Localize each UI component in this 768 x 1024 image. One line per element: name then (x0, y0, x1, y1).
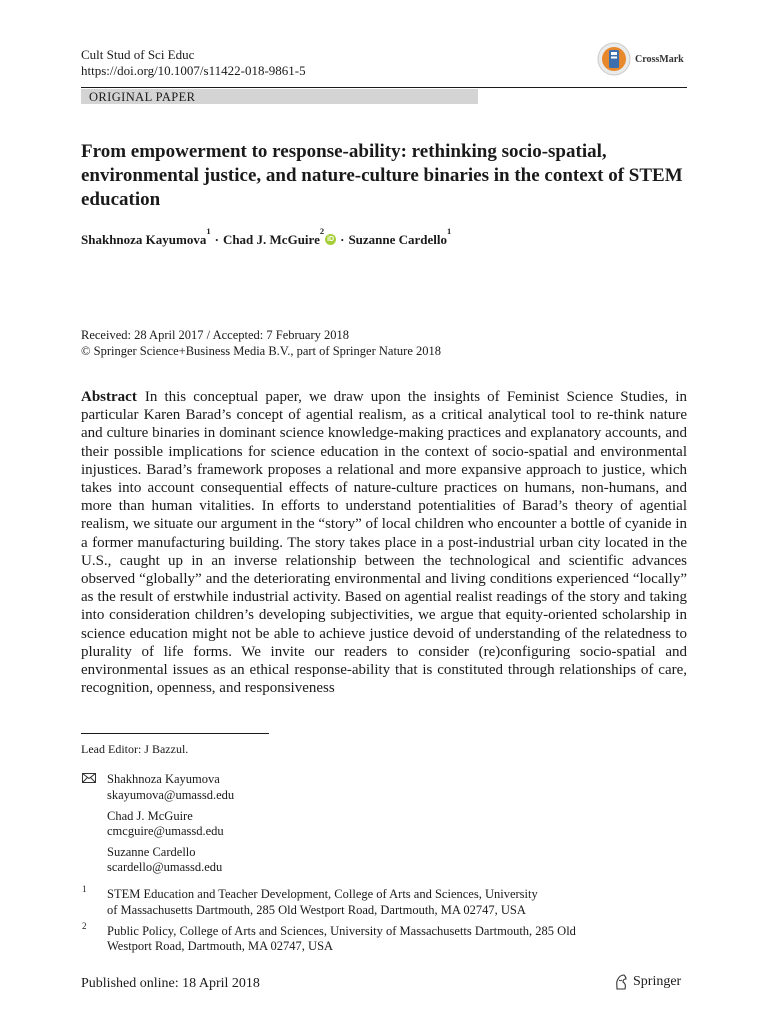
crossmark-label: CrossMark (635, 53, 684, 65)
affiliation-line: Public Policy, College of Arts and Sciences, University of Massachusetts Dartmouth, 285 Old (107, 924, 576, 938)
springer-horse-icon (614, 974, 628, 990)
envelope-icon (82, 773, 96, 783)
lead-editor: Lead Editor: J Bazzul. (81, 742, 189, 756)
author-name[interactable]: Shakhnoza Kayumova (81, 232, 207, 247)
abstract (81, 388, 687, 697)
published-date: Published online: 18 April 2018 (81, 976, 260, 991)
doi-link[interactable]: https://doi.org/10.1007/s11422-018-9861-5 (81, 63, 306, 78)
footnote-number: 1 (82, 884, 87, 894)
publisher-name: Springer (633, 974, 682, 989)
author-name[interactable]: Chad J. McGuire (222, 232, 320, 247)
contact-name: Chad J. McGuire (107, 809, 193, 823)
abstract-text: In this conceptual paper, we draw upon the insights of Feminist Science Studies, in particular Karen Barad’s concept of agential realism, as a critical analytical tool to re-think nature and culture binaries in dominant science knowledge-making practices and explanatory accounts, and their possible implications for science education in the context of socio-spatial and environmental injustices. Barad’s framework proposes a relational and more expansive approach to justice, which takes into account consequential effects of nature-culture practices on humans, non-humans, and more than human vitalities. In efforts to understand potentialities of Barad’s theory of agential realism, we situate our argument in the “story” of local children who encounter a bottle of cyanide in a former manufacturing building. The story takes place in a post-industrial urban city located in the U.S., caught up in an inverse relationship between the technological and scientific advances observed “globally” and the deteriorating environmental and living conditions experienced “locally” as the result of erstwhile industrial activity. Based on agential realist readings of the story and taking into consideration children’s developing subjectivities, we argue that equity-oriented scholarship in science education might not be able to achieve justice devoid of understanding of the relatedness to plurality of life forms. We invite our readers to consider (re)configuring socio-spatial and environmental issues as an ethical response-ability that is constituted through relationships of care, recognition, openness, and responsiveness (81, 389, 687, 697)
contact-name: Suzanne Cardello (107, 845, 196, 859)
contact-name: Shakhnoza Kayumova (107, 772, 220, 786)
article-type-label: ORIGINAL PAPER (89, 90, 196, 104)
orcid-icon[interactable]: iD (327, 236, 335, 243)
affiliation-line: STEM Education and Teacher Development, College of Arts and Sciences, University (107, 887, 538, 901)
received-accepted-dates: Received: 28 April 2017 / Accepted: 7 February 2018 (81, 328, 349, 342)
author-separator: · (214, 232, 219, 247)
publisher-logo[interactable] (614, 974, 681, 990)
contact-email[interactable]: skayumova@umassd.edu (107, 788, 235, 802)
crossmark-badge[interactable] (597, 42, 684, 76)
contact-email[interactable]: cmcguire@umassd.edu (107, 824, 224, 838)
author-name[interactable]: Suzanne Cardello (348, 232, 448, 247)
journal-name: Cult Stud of Sci Educ (81, 47, 195, 62)
affiliation-line: of Massachusetts Dartmouth, 285 Old Westport Road, Dartmouth, MA 02747, USA (107, 903, 526, 917)
abstract-heading: Abstract (81, 389, 137, 405)
contact-email[interactable]: scardello@umassd.edu (107, 860, 223, 874)
footnote-number: 2 (82, 921, 87, 931)
affiliation-line: Westport Road, Dartmouth, MA 02747, USA (107, 939, 334, 953)
author-list: Shakhnoza Kayumova $^1$ · Chad J. McGuire $^2$ iD · Suzanne Cardello $^1$ (81, 226, 452, 247)
footnote-rule (81, 733, 269, 734)
paper-title: From empowerment to response-ability: rethinking socio-spatial, environmental justice, and nature-culture binaries in the context of STEM education (81, 141, 683, 210)
author-separator: · (340, 232, 345, 247)
crossmark-icon (597, 42, 631, 76)
header-rule (81, 87, 687, 88)
copyright-notice: © Springer Science+Business Media B.V., part of Springer Nature 2018 (81, 344, 442, 358)
